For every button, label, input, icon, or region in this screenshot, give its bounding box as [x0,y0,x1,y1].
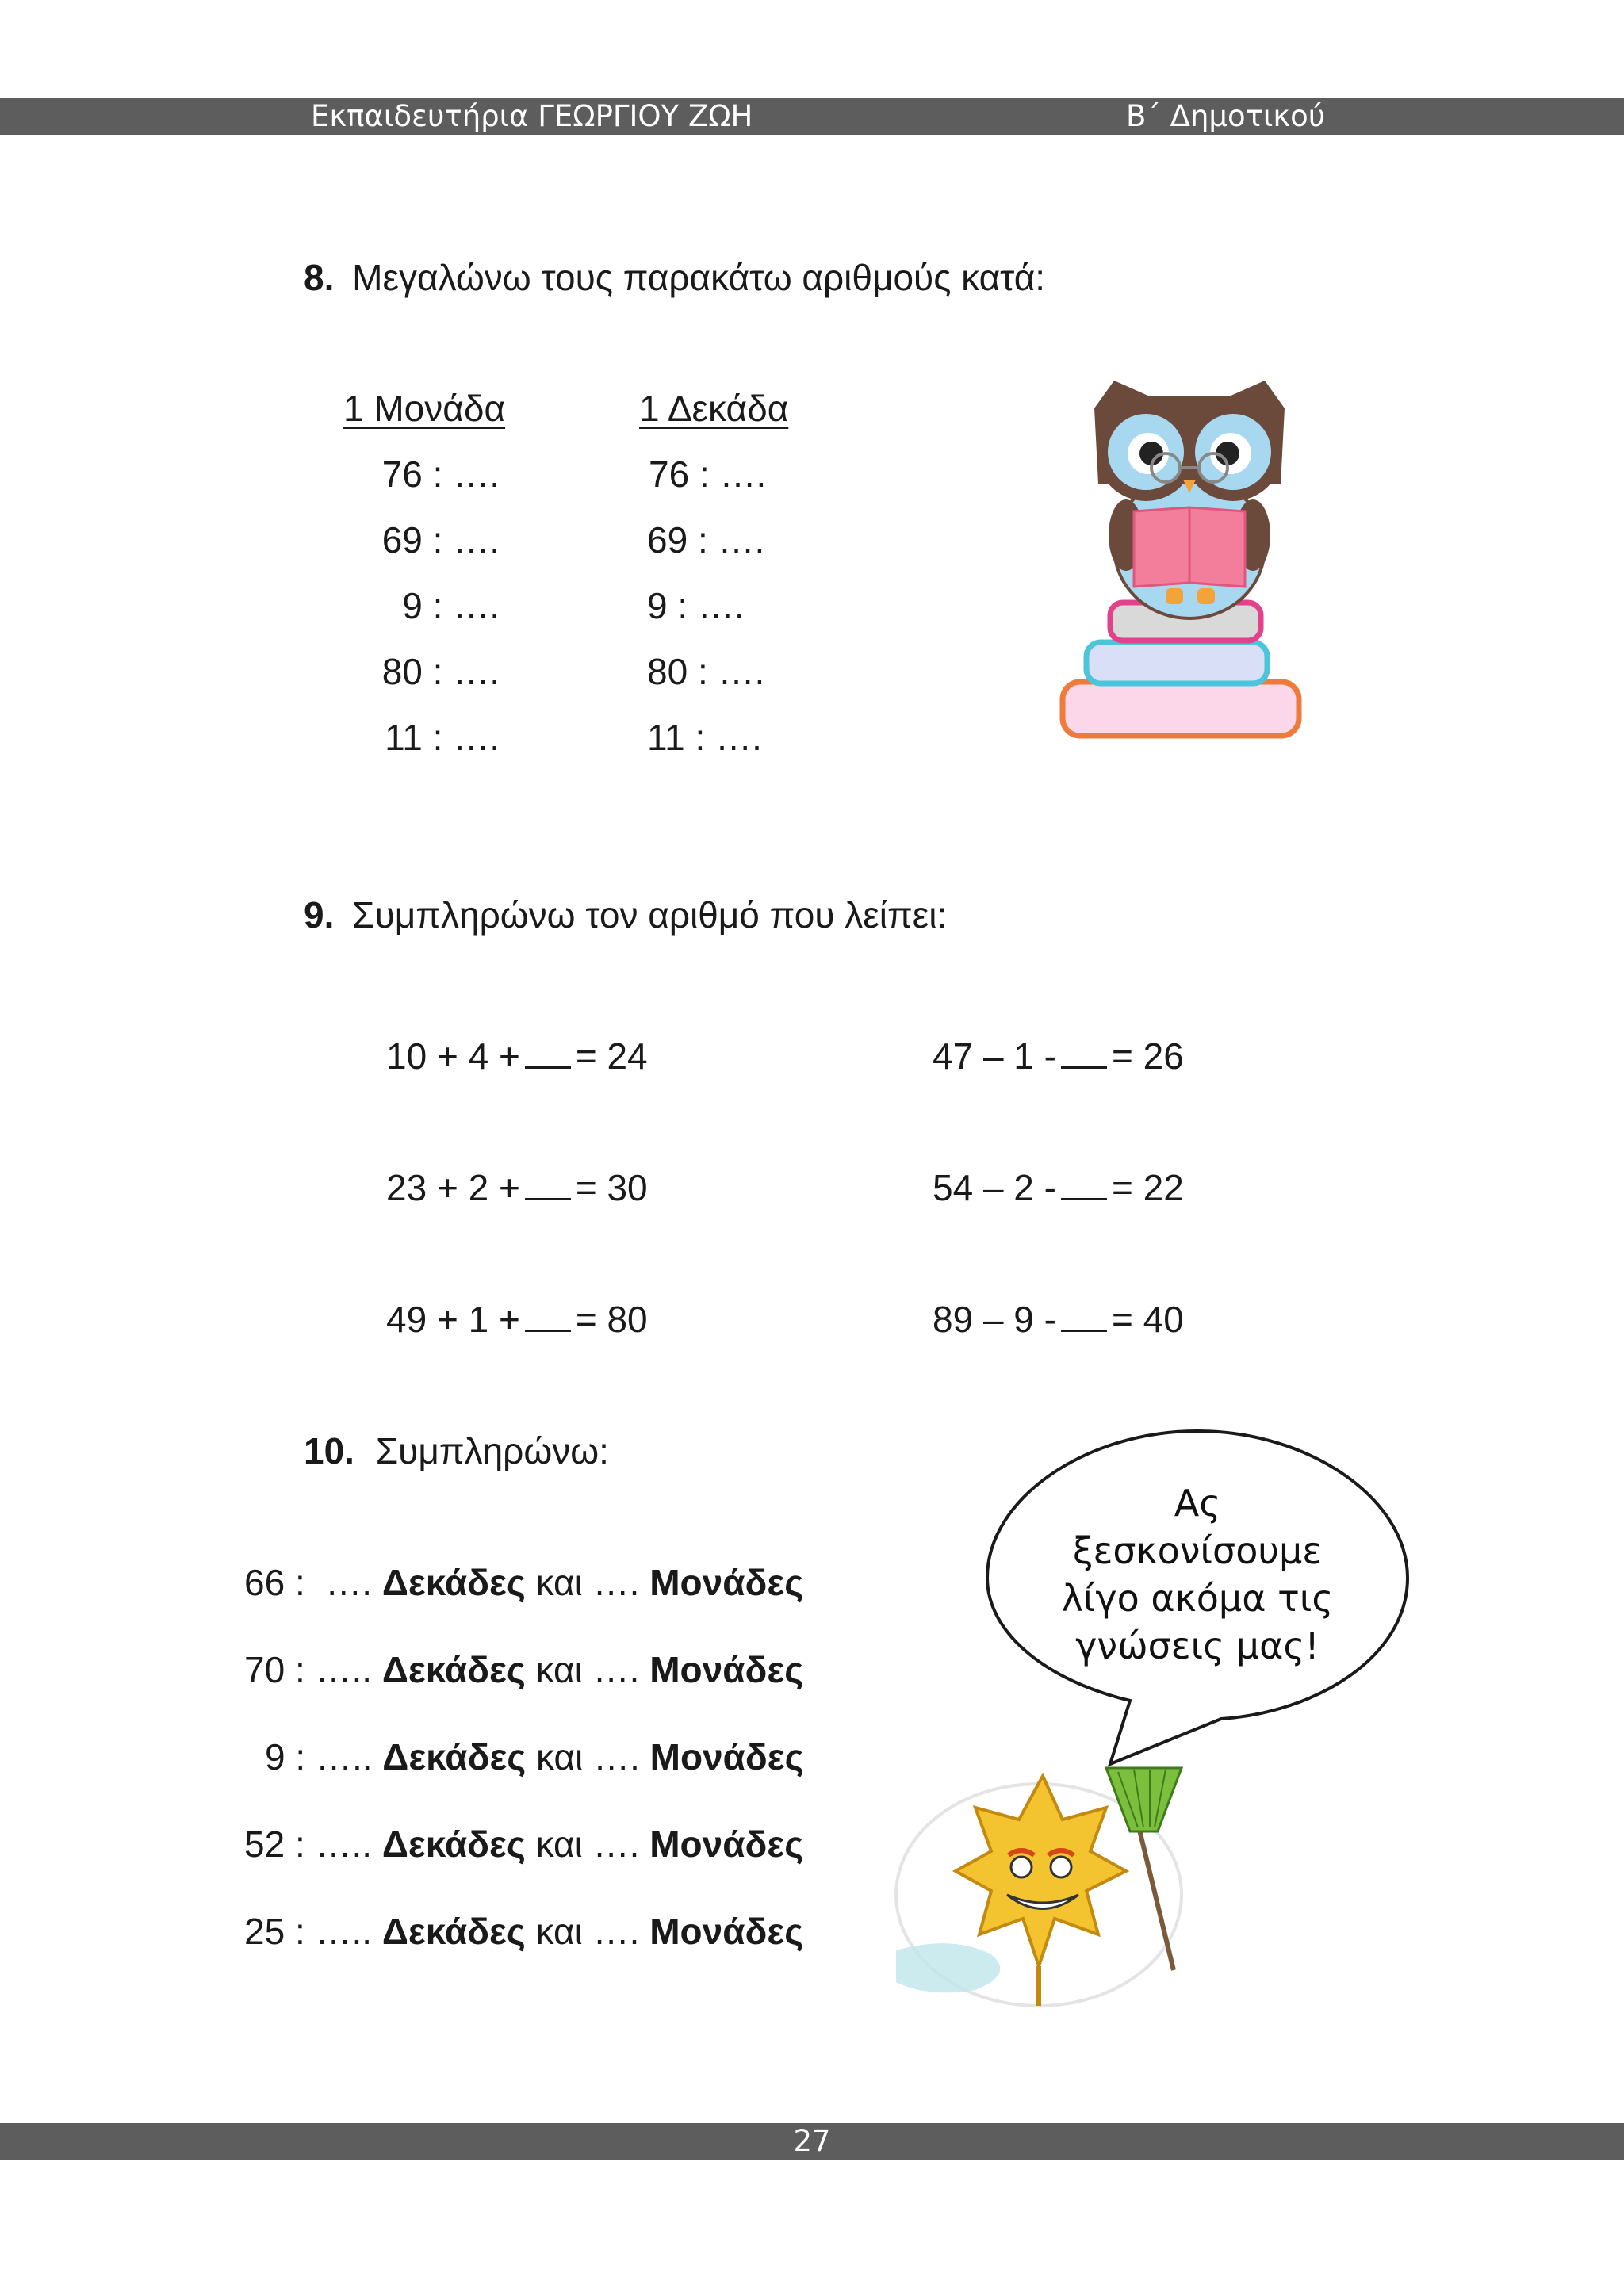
exercise-8-number: 8. [304,257,335,298]
tens-units-row [244,1561,803,1604]
owl-icon [1094,381,1285,618]
equation-add-2 [386,1166,648,1209]
equation-add-1 [386,1035,648,1077]
and-word: και [536,1736,584,1777]
tens-word: Δεκάδες [381,1649,526,1690]
and-word: και [535,1823,583,1865]
row-number: 25 : [244,1911,305,1952]
tens-word: Δεκάδες [382,1736,527,1777]
tens-blank[interactable]: ….. [315,1736,373,1777]
answer-blank[interactable] [525,1169,571,1200]
equation-part: 47 – 1 - [933,1035,1056,1077]
units-blank[interactable]: …. [592,1649,640,1690]
equation-part: 23 + 2 + [386,1167,520,1208]
equation-result: = 26 [1112,1035,1184,1077]
bubble-line: λίγο ακόμα τις [1061,1577,1334,1620]
units-item: 69 : …. [381,519,500,561]
equation-part: 54 – 2 - [933,1167,1056,1208]
units-word: Μονάδες [649,1911,804,1952]
equation-result: = 22 [1112,1167,1184,1208]
row-number: 70 : [244,1649,305,1690]
equation-add-3 [386,1298,648,1341]
tens-units-row [244,1910,803,1953]
units-word: Μονάδες [649,1823,804,1865]
and-word: και [535,1562,583,1603]
column-header-units: 1 Μονάδα [343,388,506,429]
dust-cloud-icon [896,1943,1000,1992]
units-item: 9 : …. [402,585,500,626]
answer-blank[interactable] [525,1038,571,1069]
units-item: 76 : …. [381,453,500,495]
tens-item: 11 : …. [647,717,762,758]
exercise-8-title [304,256,1045,299]
and-word: και [535,1649,583,1690]
tens-blank[interactable]: ….. [315,1911,373,1952]
answer-blank[interactable] [1061,1169,1107,1200]
equation-sub-2 [933,1166,1184,1209]
and-word: και [535,1911,583,1952]
tens-item: 80 : …. [647,651,765,692]
page-number: 27 [793,2124,831,2158]
exercise-10-title [304,1429,609,1472]
units-blank[interactable]: …. [593,1736,640,1777]
equation-part: 89 – 9 - [933,1299,1056,1340]
equation-result: = 80 [575,1299,648,1340]
equation-sub-1 [933,1035,1184,1077]
units-blank[interactable]: …. [592,1911,640,1952]
tens-blank[interactable]: ….. [315,1823,373,1865]
row-number: 9 : [265,1736,306,1777]
answer-blank[interactable] [525,1301,571,1332]
units-word: Μονάδες [649,1649,804,1690]
exercise-9-number: 9. [304,894,335,936]
tens-units-row [244,1648,803,1691]
column-header-tens: 1 Δεκάδα [639,388,789,429]
tens-units-row [244,1823,803,1866]
equation-result: = 24 [575,1035,648,1077]
equation-result: = 30 [575,1167,648,1208]
answer-blank[interactable] [1061,1038,1107,1069]
units-word: Μονάδες [649,1562,804,1603]
units-item: 11 : …. [385,717,500,758]
row-number: 52 : [244,1823,305,1865]
tens-item: 76 : …. [649,453,767,495]
tens-blank[interactable]: …. [325,1562,373,1603]
equation-result: = 40 [1112,1299,1184,1340]
speech-bubble-text [1031,1479,1364,1670]
tens-word: Δεκάδες [381,1911,526,1952]
equation-sub-3 [933,1298,1184,1341]
leaf-character-illustration [880,1752,1213,2014]
exercise-8-instruction: Μεγαλώνω τους παρακάτω αριθμούς κατά: [352,257,1046,298]
bubble-line: Ας [1174,1482,1221,1525]
tens-blank[interactable]: ….. [315,1649,373,1690]
tens-word: Δεκάδες [381,1562,526,1603]
book-stack-icon [1063,603,1299,736]
units-blank[interactable]: …. [592,1562,640,1603]
units-word: Μονάδες [649,1736,804,1777]
tens-word: Δεκάδες [381,1823,526,1865]
bubble-line: γνώσεις μας! [1075,1624,1320,1667]
header-bar [0,98,1624,135]
exercise-9-instruction: Συμπληρώνω τον αριθμό που λείπει: [352,894,948,936]
equation-part: 49 + 1 + [386,1299,520,1340]
tens-item: 9 : …. [647,585,745,626]
tens-units-row [265,1735,804,1778]
units-blank[interactable]: …. [592,1823,640,1865]
equation-part: 10 + 4 + [386,1035,520,1077]
footer-bar [0,2123,1624,2160]
tens-item: 69 : …. [647,519,765,561]
units-item: 80 : …. [381,651,500,692]
grade-label: Β΄ Δημοτικού [1126,99,1326,133]
exercise-10-instruction: Συμπληρώνω: [375,1430,609,1471]
row-number: 66 : [244,1562,305,1603]
answer-blank[interactable] [1061,1301,1107,1332]
bubble-line: ξεσκονίσουμε [1072,1529,1323,1572]
exercise-9-title [304,894,947,936]
exercise-10-number: 10. [304,1430,354,1471]
owl-on-books-illustration [1055,365,1324,745]
school-name: Εκπαιδευτήρια ΓΕΩΡΓΙΟΥ ΖΩΗ [311,99,753,133]
